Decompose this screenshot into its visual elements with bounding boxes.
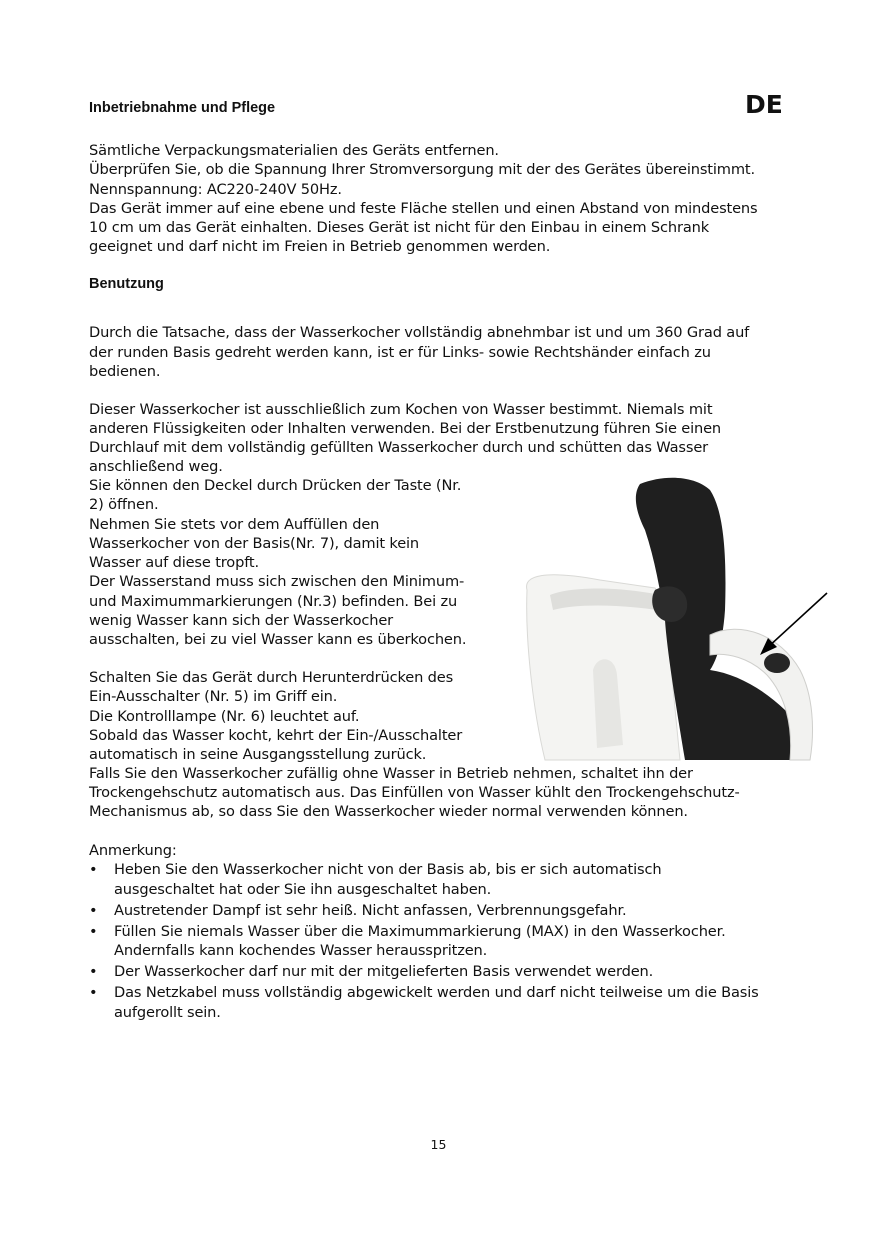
text-line: der runden Basis gedreht werden kann, ist er für Links- sowie Rechtshänder einfach zu (89, 344, 711, 361)
notes-label: Anmerkung: (89, 842, 177, 859)
list-item-line: Heben Sie den Wasserkocher nicht von der Basis ab, bis er sich automatisch (114, 861, 662, 878)
text-line: automatisch in seine Ausgangsstellung zurück. (89, 746, 427, 763)
text-line: 2) öffnen. (89, 496, 159, 513)
text-line: Trockengehschutz automatisch aus. Das Einfüllen von Wasser kühlt den Trockengehschutz- (89, 784, 740, 801)
text-line: geeignet und darf nicht im Freien in Betrieb genommen werden. (89, 238, 551, 255)
notes-list (89, 860, 759, 1024)
text-line: Falls Sie den Wasserkocher zufällig ohne Wasser in Betrieb nehmen, schaltet ihn der (89, 765, 693, 782)
list-item-line: Füllen Sie niemals Wasser über die Maximummarkierung (MAX) in den Wasserkocher. (114, 922, 726, 940)
bullet-icon: • (89, 861, 98, 878)
text-line: Ein-Ausschalter (Nr. 5) im Griff ein. (89, 688, 338, 705)
list-item (89, 983, 759, 1022)
text-line: Sobald das Wasser kocht, kehrt der Ein-/Ausschalter (89, 727, 463, 744)
text-line: Durch die Tatsache, dass der Wasserkocher vollständig abnehmbar ist und um 360 Grad auf (89, 324, 750, 341)
language-code: DE (745, 90, 783, 119)
section-title: Inbetriebnahme und Pflege (89, 100, 276, 116)
bullet-icon: • (89, 984, 98, 1001)
list-item-line: Austretender Dampf ist sehr heiß. Nicht anfassen, Verbrennungsgefahr. (114, 901, 627, 919)
usage-title: Benutzung (89, 276, 164, 292)
text-line: bedienen. (89, 363, 161, 380)
text-line: 10 cm um das Gerät einhalten. Dieses Gerät ist nicht für den Einbau in einem Schrank (89, 219, 710, 236)
list-item-line: Der Wasserkocher darf nur mit der mitgelieferten Basis verwendet werden. (114, 963, 654, 980)
text-line: Die Kontrolllampe (Nr. 6) leuchtet auf. (89, 708, 360, 725)
text-line: ausschalten, bei zu viel Wasser kann es überkochen. (89, 631, 467, 648)
text-line: wenig Wasser kann sich der Wasserkocher (89, 612, 393, 629)
text-line: Überprüfen Sie, ob die Spannung Ihrer Stromversorgung mit der des Gerätes übereinstimmt. (89, 161, 755, 178)
list-item-line: ausgeschaltet hat oder Sie ihn ausgeschaltet haben. (114, 880, 492, 898)
text-line: und Maximummarkierungen (Nr.3) befinden. Bei zu (89, 593, 458, 610)
text-line: Schalten Sie das Gerät durch Herunterdrücken des (89, 669, 454, 686)
list-item-line: Das Netzkabel muss vollständig abgewickelt werden und darf nicht teilweise um die Basis (114, 984, 759, 1001)
text-line: Der Wasserstand muss sich zwischen den Minimum- (89, 573, 465, 590)
list-item (89, 901, 759, 921)
text-line: Dieser Wasserkocher ist ausschließlich zum Kochen von Wasser bestimmt. Niemals mit (89, 401, 713, 418)
arrow-icon (755, 590, 830, 660)
text-line: Durchlauf mit dem vollständig gefüllten Wasserkocher durch und schütten das Wasser (89, 439, 709, 456)
text-line: Wasserkocher von der Basis(Nr. 7), damit kein (89, 535, 420, 552)
text-line: Sie können den Deckel durch Drücken der Taste (Nr. (89, 477, 462, 494)
text-line: anschließend weg. (89, 458, 223, 475)
bullet-icon: • (89, 963, 98, 980)
list-item (89, 962, 759, 982)
bullet-icon: • (89, 922, 98, 940)
page-number: 15 (430, 1137, 447, 1152)
list-item-line: Andernfalls kann kochendes Wasser herausspritzen. (114, 942, 488, 959)
list-item (89, 860, 759, 899)
text-line: Nehmen Sie stets vor dem Auffüllen den (89, 516, 380, 533)
text-line: anderen Flüssigkeiten oder Inhalten verwenden. Bei der Erstbenutzung führen Sie einen (89, 420, 722, 437)
list-item (89, 922, 759, 961)
text-line: Mechanismus ab, so dass Sie den Wasserkocher wieder normal verwenden können. (89, 803, 688, 820)
text-line: Sämtliche Verpackungsmaterialien des Geräts entfernen. (89, 142, 499, 159)
bullet-icon: • (89, 901, 98, 919)
text-line: Nennspannung: AC220-240V 50Hz. (89, 181, 342, 198)
text-line: Das Gerät immer auf eine ebene und feste Fläche stellen und einen Abstand von mindestens (89, 200, 758, 217)
text-line: Wasser auf diese tropft. (89, 554, 259, 571)
list-item-line: aufgerollt sein. (114, 1003, 221, 1021)
